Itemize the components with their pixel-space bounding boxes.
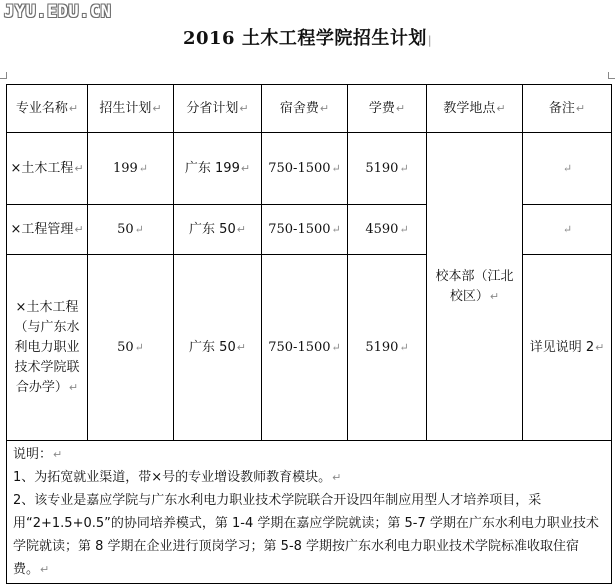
province-cell: 广东 50↵: [174, 255, 262, 441]
header-cell-major: 专业名称↵: [7, 85, 88, 133]
major-name-cell: ×工程管理↵: [7, 205, 88, 255]
province-cell: 广东 199↵: [174, 133, 262, 205]
header-cell-dorm: 宿舍费↵: [262, 85, 348, 133]
title-text: 2016 土木工程学院招生计划: [182, 28, 427, 49]
remark-cell: 详见说明 2↵: [523, 255, 612, 441]
tuition-cell: 5190↵: [348, 255, 427, 441]
remark-cell: ↵: [523, 133, 612, 205]
header-cell-province: 分省计划↵: [174, 85, 262, 133]
plan-cell: 199↵: [88, 133, 174, 205]
page-corner-mark-right: [608, 72, 615, 79]
tuition-cell: 5190↵: [348, 133, 427, 205]
major-name-cell: ×土木工程↵: [7, 133, 88, 205]
note-item: 2、该专业是嘉应学院与广东水利电力职业技术学院联合开设四年制应用型人才培养项目，采用“2+1.5+0.5”的协同培养模式，第 1-4 学期在嘉应学院就读；第 5-7 学期在广东水利电力职业技术学院就读；第 8 学期在企业进行顶岗学习；第 5-8 学期按广东水利电力职业技术学院标准收取住宿费。↵: [13, 493, 599, 577]
header-cell-tuition: 学费↵: [348, 85, 427, 133]
header-cell-location: 教学地点↵: [427, 85, 523, 133]
tuition-cell: 4590↵: [348, 205, 427, 255]
remark-cell: ↵: [523, 205, 612, 255]
plan-cell: 50↵: [88, 255, 174, 441]
watermark-logo: JYU.EDU.CN: [4, 2, 112, 22]
plan-cell: 50↵: [88, 205, 174, 255]
admission-plan-table: [6, 84, 612, 584]
dorm-fee-cell: 750-1500↵: [262, 255, 348, 441]
note-item: 1、为拓宽就业渠道，带×号的专业增设教师教育模块。↵: [13, 470, 342, 485]
table-header-row: [7, 85, 612, 133]
text-cursor: |: [427, 34, 433, 47]
dorm-fee-cell: 750-1500↵: [262, 205, 348, 255]
header-cell-remark: 备注↵: [523, 85, 612, 133]
header-cell-plan: 招生计划↵: [88, 85, 174, 133]
document-title: [0, 24, 615, 50]
page-corner-mark-left: [0, 72, 7, 79]
notes-row: [7, 441, 612, 584]
notes-heading: 说明：↵: [13, 447, 63, 462]
major-name-cell: ×土木工程（与广东水利电力职业技术学院联合办学）↵: [7, 255, 88, 441]
location-cell: 校本部（江北校区）↵: [427, 133, 523, 441]
dorm-fee-cell: 750-1500↵: [262, 133, 348, 205]
table-row: [7, 133, 612, 205]
notes-cell: [7, 441, 612, 584]
province-cell: 广东 50↵: [174, 205, 262, 255]
